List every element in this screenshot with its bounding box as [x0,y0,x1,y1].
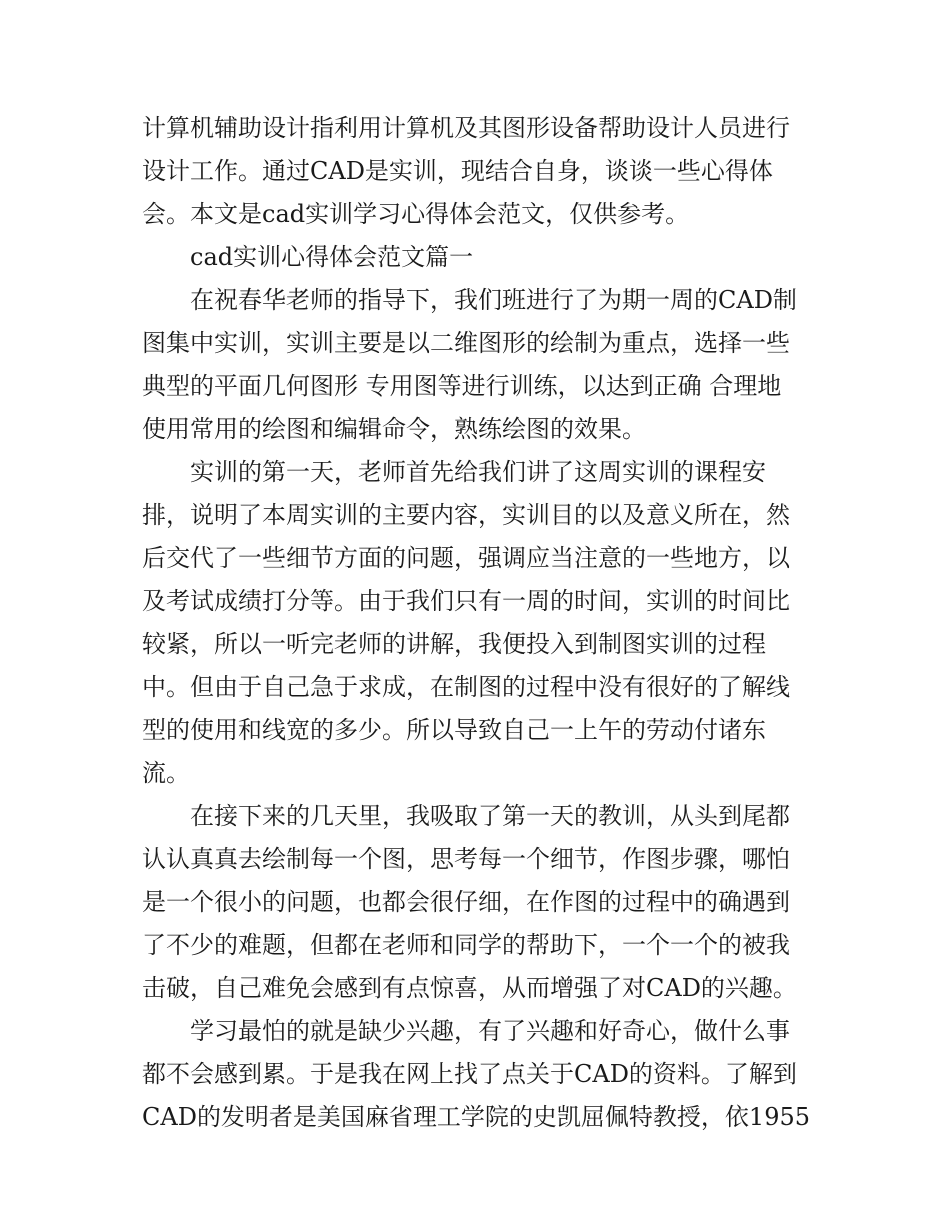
text-line: 在祝春华老师的指导下，我们班进行了为期一周的CAD制 [190,286,797,314]
text-line: 学习最怕的就是缺少兴趣，有了兴趣和好奇心，做什么事 [190,1017,790,1045]
text-line: 使用常用的绘图和编辑命令，熟练绘图的效果。 [142,415,646,443]
text-line: 型的使用和线宽的多少。所以导致自己一上午的劳动付诸东 [142,716,766,744]
text-line: 会。本文是cad实训学习心得体会范文，仅供参考。 [142,200,690,228]
text-line: 实训的第一天，老师首先给我们讲了这周实训的课程安 [190,458,766,486]
text-line: 都不会感到累。于是我在网上找了点关于CAD的资料。了解到 [142,1060,797,1088]
text-line: 后交代了一些细节方面的问题，强调应当注意的一些地方，以 [142,544,790,572]
text-line: 图集中实训，实训主要是以二维图形的绘制为重点，选择一些 [142,329,790,357]
section-heading: cad实训心得体会范文篇一 [190,243,474,271]
text-line: 了不少的难题，但都在老师和同学的帮助下，一个一个的被我 [142,931,790,959]
text-line: 流。 [142,759,190,787]
text-line: 在接下来的几天里，我吸取了第一天的教训，从头到尾都 [190,802,790,830]
text-line: 中。但由于自己急于求成，在制图的过程中没有很好的了解线 [142,673,790,701]
text-line: 排，说明了本周实训的主要内容，实训目的以及意义所在，然 [142,501,790,529]
text-line: 典型的平面几何图形 专用图等进行训练，以达到正确 合理地 [142,372,782,400]
text-line: CAD的发明者是美国麻省理工学院的史凯屈佩特教授，依1955 [142,1103,811,1131]
text-line: 击破，自己难免会感到有点惊喜，从而增强了对CAD的兴趣。 [142,974,797,1002]
document-body [142,107,812,1139]
text-line: 是一个很小的问题，也都会很仔细，在作图的过程中的确遇到 [142,888,790,916]
text-line: 设计工作。通过CAD是实训，现结合自身，谈谈一些心得体 [142,157,773,185]
text-line: 及考试成绩打分等。由于我们只有一周的时间，实训的时间比 [142,587,790,615]
text-line: 计算机辅助设计指利用计算机及其图形设备帮助设计人员进行 [142,114,790,142]
text-line: 较紧，所以一听完老师的讲解，我便投入到制图实训的过程 [142,630,766,658]
text-line: 认认真真去绘制每一个图，思考每一个细节，作图步骤，哪怕 [142,845,790,873]
